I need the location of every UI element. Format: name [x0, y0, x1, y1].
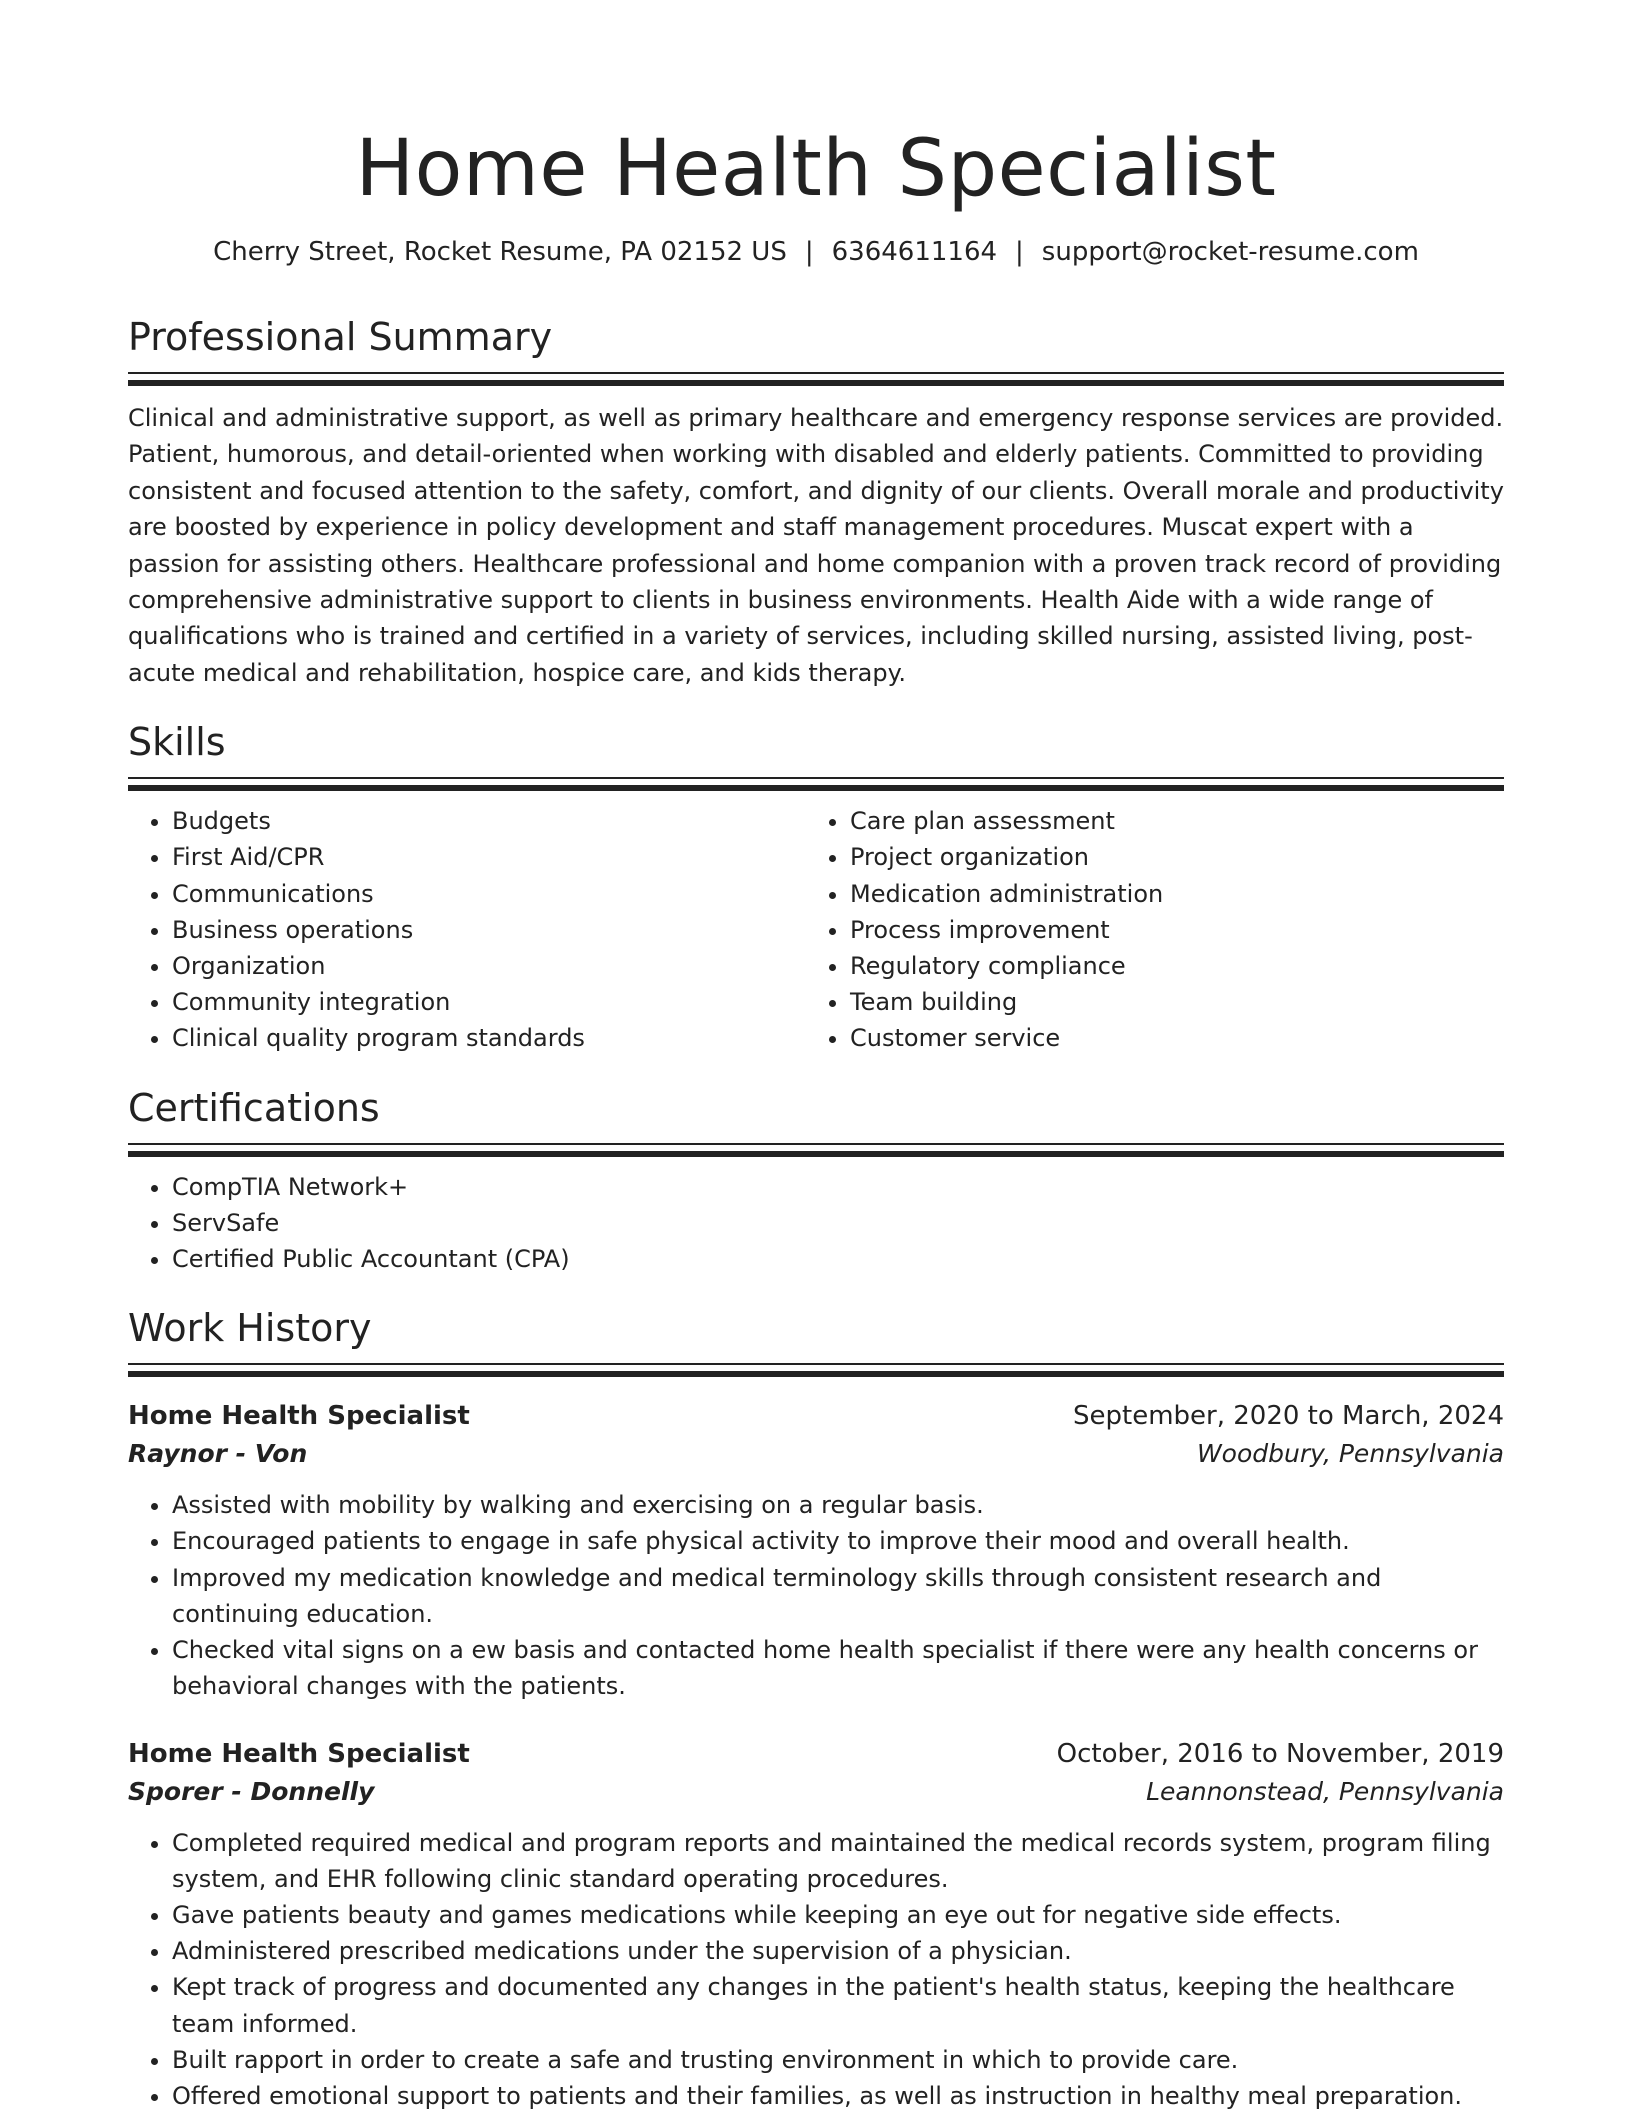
job-title: Home Health Specialist [128, 1735, 470, 1773]
job-bullet: • Administered prescribed medications under the supervision of a physician. [172, 1933, 1504, 1969]
job-bullet: • Offered emotional support to patients and their families, as well as instruction in healthy meal preparation. [172, 2078, 1504, 2114]
skill-item: • Regulatory compliance [850, 948, 1484, 984]
job-location: Woodbury, Pennsylvania [1197, 1435, 1504, 1473]
job-location: Leannonstead, Pennsylvania [1146, 1773, 1504, 1811]
skill-item: • Budgets [172, 803, 806, 839]
contact-separator: | [805, 234, 814, 270]
job-entry [128, 1397, 1504, 1704]
job-company: Raynor - Von [128, 1435, 307, 1473]
skill-item: • Customer service [850, 1020, 1484, 1056]
job-bullet: • Gave patients beauty and games medications while keeping an eye out for negative side effects. [172, 1897, 1504, 1933]
contact-line [128, 234, 1504, 270]
section-title-work: Work History [128, 1305, 1504, 1351]
section-divider-thick [128, 380, 1504, 386]
job-dates: October, 2016 to November, 2019 [1057, 1735, 1504, 1773]
certification-item: • CompTIA Network+ [172, 1169, 1504, 1205]
summary-text: Clinical and administrative support, as well as primary healthcare and emergency response services are provided. Patient, humorous, and detail-oriented when working with disabled and elderly patients. Committed to providing consistent and focused attention to the safety, comfort, and dignity of our clients. Overall morale and productivity are boosted by experience in policy development and staff management procedures. Muscat expert with a passion for assisting others. Healthcare professional and home companion with a proven track record of providing comprehensive administrative support to clients in business environments. Health Aide with a wide range of qualifications who is trained and certified in a variety of services, including skilled nursing, assisted living, post-acute medical and rehabilitation, hospice care, and kids therapy. [128, 400, 1504, 691]
section-divider-thick [128, 1371, 1504, 1377]
section-divider-thick [128, 1151, 1504, 1157]
work-section [128, 1305, 1504, 2114]
contact-separator: | [1015, 234, 1024, 270]
job-header [128, 1397, 1504, 1435]
job-title: Home Health Specialist [128, 1397, 470, 1435]
job-bullet: • Encouraged patients to engage in safe physical activity to improve their mood and overall health. [172, 1523, 1504, 1559]
section-divider [128, 777, 1504, 779]
skills-section [128, 719, 1504, 1056]
skill-item: • Business operations [172, 912, 806, 948]
certification-item: • ServSafe [172, 1205, 1504, 1241]
job-subheader [128, 1435, 1504, 1473]
section-divider [128, 1143, 1504, 1145]
certifications-section [128, 1085, 1504, 1278]
contact-address: Cherry Street, Rocket Resume, PA 02152 US [213, 237, 787, 267]
skill-item: • First Aid/CPR [172, 839, 806, 875]
contact-email: support@rocket-resume.com [1042, 237, 1419, 267]
contact-phone: 6364611164 [832, 237, 997, 267]
job-entry [128, 1735, 1504, 2114]
job-bullet: • Built rapport in order to create a safe and trusting environment in which to provide care. [172, 2042, 1504, 2078]
job-bullet: • Completed required medical and program reports and maintained the medical records system, program filing system, and EHR following clinic standard operating procedures. [172, 1825, 1504, 1897]
skill-item: • Organization [172, 948, 806, 984]
section-title-skills: Skills [128, 719, 1504, 765]
job-bullets [128, 1825, 1504, 2114]
job-bullet: • Assisted with mobility by walking and exercising on a regular basis. [172, 1487, 1504, 1523]
job-bullets [128, 1487, 1504, 1704]
skill-item: • Care plan assessment [850, 803, 1484, 839]
skill-item: • Project organization [850, 839, 1484, 875]
job-bullet: • Kept track of progress and documented any changes in the patient's health status, keeping the healthcare team informed. [172, 1969, 1504, 2041]
job-dates: September, 2020 to March, 2024 [1073, 1397, 1504, 1435]
job-company: Sporer - Donnelly [128, 1773, 374, 1811]
section-divider [128, 372, 1504, 374]
job-subheader [128, 1773, 1504, 1811]
skill-item: • Process improvement [850, 912, 1484, 948]
skills-list-left [128, 803, 806, 1056]
job-header [128, 1735, 1504, 1773]
resume-name: Home Health Specialist [128, 122, 1504, 216]
section-divider [128, 1363, 1504, 1365]
section-title-certifications: Certifications [128, 1085, 1504, 1131]
section-divider-thick [128, 785, 1504, 791]
skills-list-right [806, 803, 1484, 1056]
skills-columns [128, 803, 1504, 1056]
skill-item: • Communications [172, 876, 806, 912]
certifications-list [128, 1169, 1504, 1278]
job-bullet: • Improved my medication knowledge and medical terminology skills through consistent research and continuing education. [172, 1560, 1504, 1632]
section-title-summary: Professional Summary [128, 314, 1504, 360]
job-bullet: • Checked vital signs on a ew basis and contacted home health specialist if there were any health concerns or behavioral changes with the patients. [172, 1632, 1504, 1704]
skill-item: • Community integration [172, 984, 806, 1020]
summary-section [128, 314, 1504, 691]
skill-item: • Clinical quality program standards [172, 1020, 806, 1056]
resume-page [128, 0, 1504, 2114]
skill-item: • Medication administration [850, 876, 1484, 912]
skill-item: • Team building [850, 984, 1484, 1020]
certification-item: • Certified Public Accountant (CPA) [172, 1241, 1504, 1277]
